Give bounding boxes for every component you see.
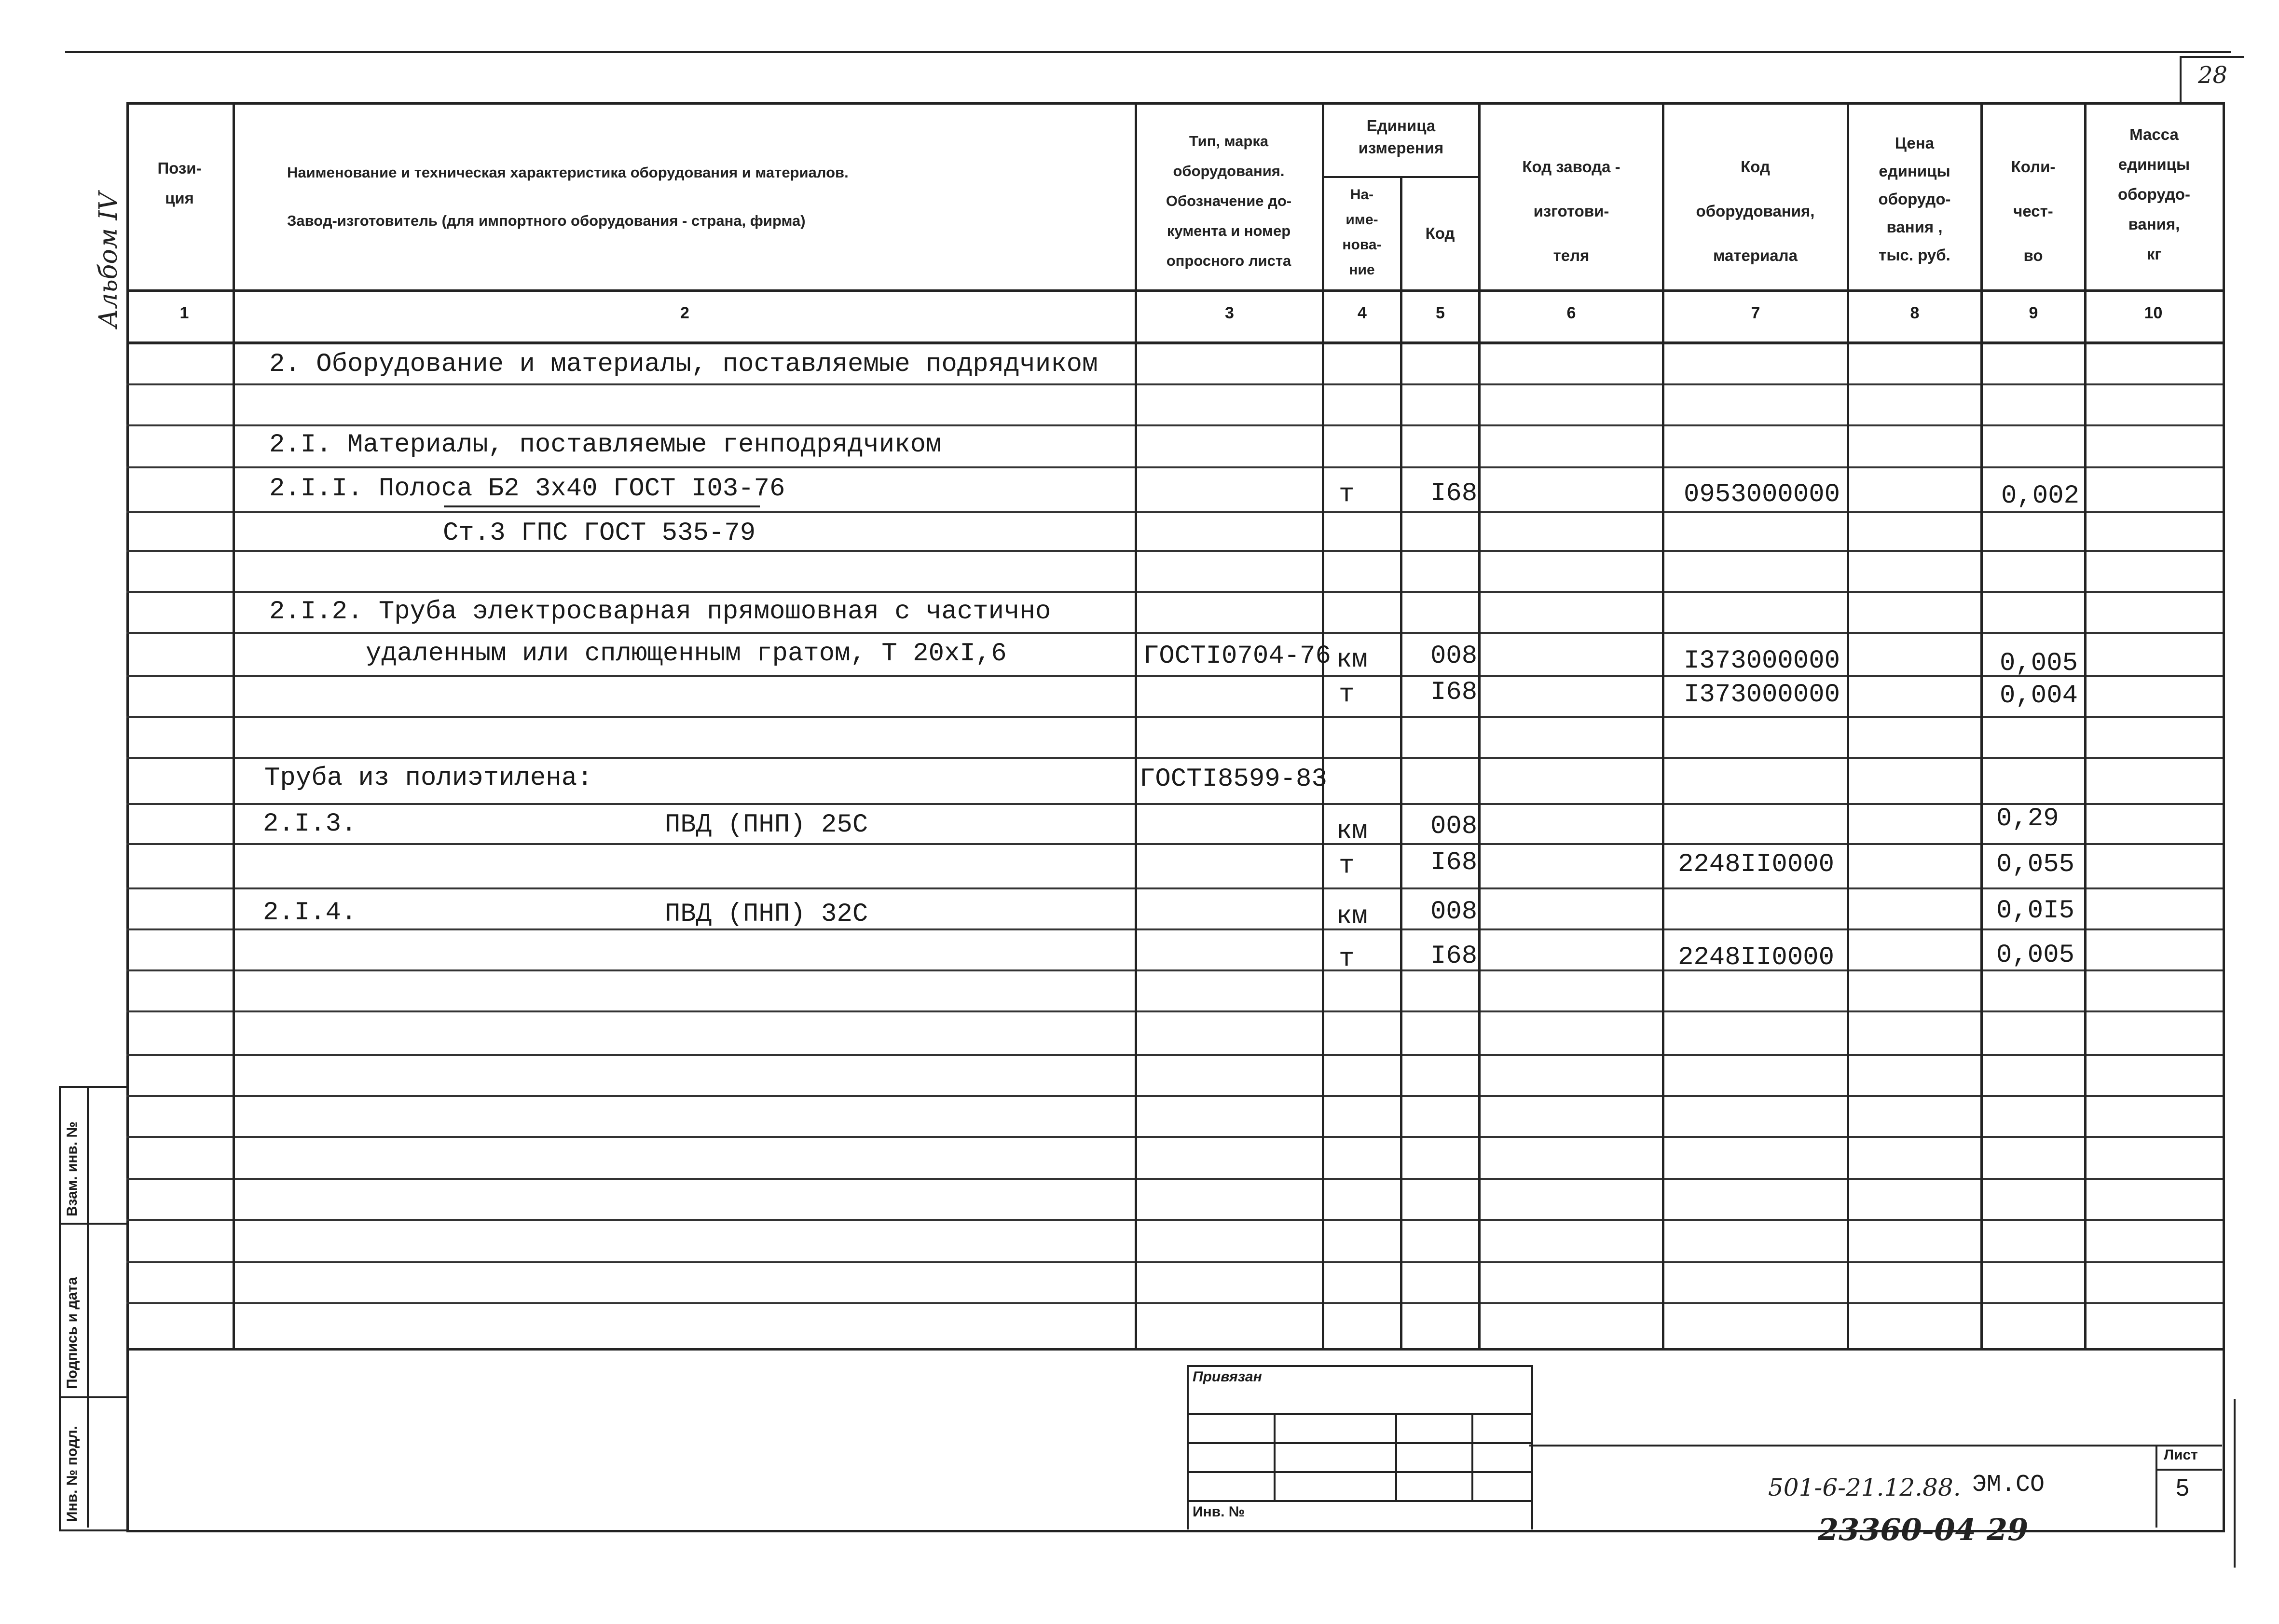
- row-position: 2.I.3.: [263, 809, 357, 839]
- col-number: 2: [680, 304, 689, 322]
- row-material-code: I373000000: [1684, 680, 1840, 710]
- row-unit: км: [1336, 902, 1368, 931]
- row-rule: [126, 591, 2223, 593]
- side-inv-label: Инв. № подл.: [64, 1425, 80, 1522]
- row-rule: [126, 1178, 2223, 1180]
- col-number: 4: [1358, 304, 1367, 322]
- col-number: 10: [2144, 304, 2163, 322]
- privyazan-rule: [1187, 1471, 1531, 1473]
- row-code: 008: [1430, 641, 1478, 671]
- row-rule: [126, 632, 2223, 634]
- row-rule: [126, 1219, 2223, 1221]
- row-unit: т: [1339, 480, 1355, 509]
- row-group-title: Труба из полиэтилена:: [264, 764, 593, 793]
- row-quantity: 0,055: [1996, 850, 2075, 879]
- row-material-code: 2248II0000: [1678, 943, 1835, 972]
- side-stamp-rule: [59, 1223, 126, 1225]
- col-number: 5: [1436, 304, 1445, 322]
- row-unit: км: [1336, 817, 1368, 846]
- row-quantity: 0,005: [2000, 649, 2078, 678]
- col-rule: [1135, 102, 1137, 1348]
- row-item-name: удаленным или сплющенным гратом, Т 20хI,6: [366, 639, 1007, 669]
- col-number: 7: [1751, 304, 1760, 322]
- archive-page: 29: [1987, 1512, 2029, 1547]
- row-rule: [126, 466, 2223, 468]
- doc-suffix: ЭМ.СО: [1972, 1471, 2045, 1499]
- hdr-material-code: Код оборудования, материала: [1696, 158, 1815, 264]
- col-rule: [1847, 102, 1849, 1348]
- album-mark: Альбом IV: [94, 192, 123, 328]
- privyazan-divider: [1395, 1413, 1397, 1500]
- privyazan-divider: [1471, 1413, 1473, 1500]
- row-code: I68: [1430, 678, 1478, 707]
- top-rule: [65, 51, 2231, 53]
- hdr-unit-group: Единица измерения: [1358, 117, 1444, 157]
- row-item-name: 2.I.I. Полоса Б2 3х40 ГОСТ I03-76: [269, 474, 785, 504]
- row-quantity: 0,004: [2000, 681, 2078, 710]
- col-rule: [2084, 102, 2087, 1348]
- row-rule: [126, 887, 2223, 889]
- side-podpis-label: Подпись и дата: [64, 1277, 80, 1389]
- col-number: 8: [1910, 304, 1920, 322]
- privyazan-label: Привязан: [1193, 1369, 1262, 1385]
- row-rule: [126, 1095, 2223, 1097]
- col-rule: [1478, 102, 1481, 1348]
- row-material-code: I373000000: [1684, 646, 1840, 676]
- title-block-rule: [1529, 1445, 2222, 1447]
- side-stamp-rule: [59, 1396, 126, 1398]
- row-rule: [126, 1302, 2223, 1304]
- row-rule: [126, 675, 2223, 677]
- privyazan-rule: [1187, 1442, 1531, 1444]
- hdr-name: Наименование и техническая характеристика оборудования и материалов. Завод-изготовитель (для импортного оборудования - страна, фирма): [287, 164, 849, 229]
- privyazan-divider: [1274, 1413, 1276, 1500]
- hdr-unit-name: На- име- нова- ние: [1342, 187, 1382, 278]
- row-rule: [126, 1054, 2223, 1056]
- hdr-mass: Масса единицы оборудо- вания, кг: [2117, 125, 2191, 263]
- col-rule: [1980, 102, 1983, 1348]
- table-body-bottom-rule: [126, 1348, 2223, 1351]
- row-rule: [126, 928, 2223, 930]
- row-unit: т: [1339, 944, 1355, 974]
- row-rule: [126, 716, 2223, 718]
- col-number: 1: [179, 304, 189, 322]
- col-rule: [1662, 102, 1664, 1348]
- row-rule: [126, 803, 2223, 805]
- row-rule: [126, 1136, 2223, 1138]
- col-number: 3: [1225, 304, 1234, 322]
- row-item-name: 2.I.2. Труба электросварная прямошовная с частично: [269, 597, 1051, 627]
- row-code: 008: [1430, 897, 1478, 927]
- row-rule: [126, 383, 2223, 385]
- col-number: 9: [2029, 304, 2038, 322]
- row-section-title: 2. Оборудование и материалы, поставляемые подрядчиком: [269, 350, 1098, 379]
- col-rule: [233, 102, 235, 1348]
- hdr-position: Пози- ция: [157, 159, 202, 207]
- row-unit: км: [1336, 645, 1368, 675]
- col-rule: [1400, 176, 1402, 1348]
- row-rule: [126, 511, 2223, 513]
- row-quantity: 0,002: [2001, 481, 2080, 511]
- row-quantity: 0,29: [1996, 804, 2059, 833]
- sheet-top-number: 28: [2198, 62, 2228, 89]
- row-rule: [126, 757, 2223, 759]
- row-material-code: 0953000000: [1684, 480, 1840, 509]
- row-rule: [126, 1261, 2223, 1263]
- archive-number: 23360-04: [1818, 1512, 1976, 1547]
- hdr-price: Цена единицы оборудо- вания , тыс. руб.: [1878, 134, 1951, 264]
- side-vzam-label: Взам. инв. №: [64, 1121, 80, 1216]
- row-quantity: 0,0I5: [1996, 896, 2075, 926]
- row-item-name: ПВД (ПНП) 25С: [665, 810, 868, 840]
- row-code: I68: [1430, 479, 1478, 508]
- row-rule: [126, 1010, 2223, 1012]
- list-number: 5: [2176, 1474, 2189, 1501]
- row-doc: ГОСТI8599-83: [1140, 764, 1327, 794]
- hdr-quantity: Коли- чест- во: [2011, 158, 2056, 264]
- row-rule: [126, 843, 2223, 845]
- row-position: 2.I.4.: [263, 898, 357, 928]
- list-rule: [2155, 1469, 2222, 1471]
- list-label: Лист: [2164, 1447, 2198, 1463]
- list-divider: [2155, 1445, 2157, 1528]
- row-rule: [126, 550, 2223, 552]
- row-item-name: ПВД (ПНП) 32С: [665, 900, 868, 929]
- row-rule: [126, 969, 2223, 971]
- row-material-code: 2248II0000: [1678, 850, 1835, 879]
- underline: [444, 505, 760, 507]
- column-numbers-rule: [126, 341, 2223, 344]
- right-edge-rule: [2234, 1399, 2236, 1568]
- row-unit: т: [1339, 851, 1355, 881]
- privyazan-rule: [1187, 1500, 1531, 1502]
- row-subsection-title: 2.I. Материалы, поставляемые генподрядчиком: [269, 430, 942, 460]
- row-rule: [126, 424, 2223, 426]
- hdr-unit-code: Код: [1425, 224, 1455, 242]
- side-stamp-divider: [87, 1086, 89, 1528]
- privyazan-rule: [1187, 1413, 1531, 1415]
- row-code: 008: [1430, 812, 1478, 841]
- row-quantity: 0,005: [1996, 941, 2075, 970]
- row-code: I68: [1430, 942, 1478, 971]
- row-item-name: Ст.3 ГПС ГОСТ 535-79: [443, 519, 756, 548]
- hdr-type: Тип, марка оборудования. Обозначение до- кумента и номер опросного листа: [1166, 133, 1292, 269]
- row-doc: ГОСТI0704-76: [1143, 641, 1331, 671]
- col-rule: [1322, 102, 1324, 1348]
- col-number: 6: [1566, 304, 1576, 322]
- inv-no-label: Инв. №: [1193, 1504, 1245, 1520]
- doc-code: 501-6-21.12.88.: [1768, 1474, 1961, 1501]
- hdr-factory-code: Код завода - изготови- теля: [1522, 158, 1620, 264]
- header-bottom-rule: [126, 289, 2223, 292]
- row-code: I68: [1430, 848, 1478, 877]
- row-unit: т: [1339, 680, 1355, 710]
